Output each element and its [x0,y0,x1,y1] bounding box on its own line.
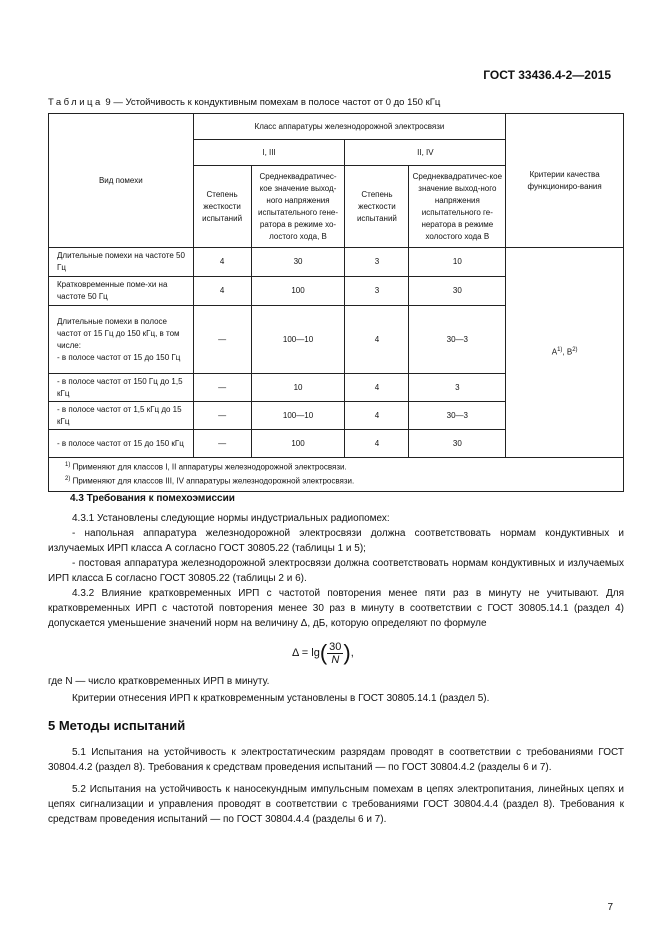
paragraph: 4.3.2 Влияние кратковременных ИРП с частотой повторения менее пяти раз в минуту не учитывают. Для кратковременных ИРП с частотой повторения менее 30 раз в минуту в соответствии с ГОСТ 30805.14.1 (раздел 4) допускается уменьшение значений норм на величину Δ, дБ, которую определяют по формуле [48,588,624,629]
paragraph: где N — число кратковременных ИРП в минуту. [48,676,270,687]
formula-lhs: Δ = lg [292,646,320,659]
table-caption-text: 9 — Устойчивость к кондуктивным помехам в полосе частот от 0 до 150 кГц [105,97,441,108]
cell: 100 [251,430,345,458]
cell: 4 [193,248,251,277]
footnote-mark-1: 1) [65,462,71,468]
sub-header-level-1: Степень жесткости испытаний [193,166,251,248]
cell: 10 [409,248,506,277]
cell: — [193,402,251,430]
row-name-main: Длительные помехи в полосе частот от 15 Гц до 150 кГц, в том числе: [57,316,180,350]
cell: 30—3 [409,402,506,430]
row-name: - в полосе частот от 1,5 кГц до 15 кГц [49,402,194,430]
interference-table [48,113,624,492]
cell: — [193,374,251,402]
cell: 30 [251,248,345,277]
footnote-ref-1: 1) [557,347,563,354]
table-caption [48,97,440,108]
formula-numerator: 30 [329,640,342,653]
paragraph: 5.1 Испытания на устойчивость к электростатическим разрядам проводят в соответствии с требованиями ГОСТ 30804.4.2 (раздел 8). Требования к средствам проведения испытаний — по ГОСТ 30804.4.2 (разделы 6 и 7). [48,747,624,773]
paragraph: Критерии отнесения ИРП к кратковременным установлены в ГОСТ 30805.14.1 (раздел 5). [72,693,490,704]
section-4-3-heading: 4.3 Требования к помехоэмиссии [70,493,235,504]
row-name: - в полосе частот от 150 Гц до 1,5 кГц [49,374,194,402]
section-5-body [48,745,624,827]
paragraph: 5.2 Испытания на устойчивость к наносекундным импульсным помехам в цепях электропитания, линейных цепях и цепях сигнализации и управления проводят в соответствии с требованиями ГОСТ 30804.4.4 (раздел 8). Требования к средствам проведения испытаний — по ГОСТ 30804.4.4 (разделы 6 и 7). [48,784,624,825]
cell: 3 [345,248,409,277]
section-4-3-body [48,511,624,631]
group-header-1: I, III [193,140,345,166]
paragraph: - постовая аппаратура железнодорожной электросвязи должна соответствовать нормам кондуктивных и излучаемых ИРП класса Б согласно ГОСТ 30805.22 (таблицы 2 и 6). [48,558,624,584]
cell: — [193,430,251,458]
footnotes-row [49,458,624,492]
cell: 4 [345,306,409,374]
cell: 3 [345,277,409,306]
row-name: - в полосе частот от 15 до 150 кГц [49,430,194,458]
section-5-heading: 5 Методы испытаний [48,718,186,733]
col-header-class: Класс аппаратуры железнодорожной электросвязи [193,114,506,140]
cell: 100—10 [251,306,345,374]
cell: 4 [345,430,409,458]
footnotes [49,458,624,492]
cell: 4 [193,277,251,306]
page-number: 7 [607,902,613,913]
formula: Δ = lg( $\frac{30}{N}$ ), [292,640,354,666]
row-name: Длительные помехи на частоте 50 Гц [49,248,194,277]
sub-header-voltage-2: Среднеквадратичес-кое значение выход-ного напряжения испытательного ге-нератора в режиме холостого хода В [409,166,506,248]
cell: 30 [409,277,506,306]
paragraph: 4.3.1 Установлены следующие нормы индустриальных радиопомех: [72,513,390,524]
criteria-a: А [551,347,558,357]
row-name: Кратковременные поме-хи на частоте 50 Гц [49,277,194,306]
footnote-1: $^{1)}$ Применяют для классов I, II аппаратуры железнодорожной электросвязи. [65,462,347,472]
cell: 100—10 [251,402,345,430]
group-header-2: II, IV [345,140,506,166]
table-row [49,248,624,277]
formula-denominator: N [331,653,340,666]
section-4-3-tail [48,674,624,706]
cell: 4 [345,374,409,402]
footnote-ref-2: 2) [572,347,578,354]
cell: 4 [345,402,409,430]
cell: — [193,306,251,374]
criteria-b: В [566,347,573,357]
cell: 10 [251,374,345,402]
paragraph: - напольная аппаратура железнодорожной электросвязи должна соответствовать нормам кондуктивных и излучаемых ИРП класса А согласно ГОСТ 30805.22 (таблицы 1 и 5); [48,528,624,554]
document-code: ГОСТ 33436.4-2—2015 [483,68,611,82]
footnote-mark-2: 2) [65,476,71,483]
sub-header-level-2: Степень жесткости испытаний [345,166,409,248]
criteria-cell: $А^{1)}$, $В^{2)}$ [506,248,624,458]
cell: 100 [251,277,345,306]
cell: 30—3 [409,306,506,374]
col-header-type: Вид помехи [49,114,194,248]
row-name [49,306,194,374]
cell: 30 [409,430,506,458]
sub-header-voltage-1: Среднеквадратичес-кое значение выход-ного напряжения испытательного гене-ратора в режиме хо-лостого хода, В [251,166,345,248]
row-name-sub: - в полосе частот от 15 до 150 Гц [57,352,181,362]
col-header-criteria: Критерии качества функциониро-вания [506,114,624,248]
footnote-2: $^{2)}$ Применяют для классов III, IV аппаратуры железнодорожной электросвязи. [65,476,355,486]
table-caption-label: Таблица [48,97,103,108]
cell: 3 [409,374,506,402]
